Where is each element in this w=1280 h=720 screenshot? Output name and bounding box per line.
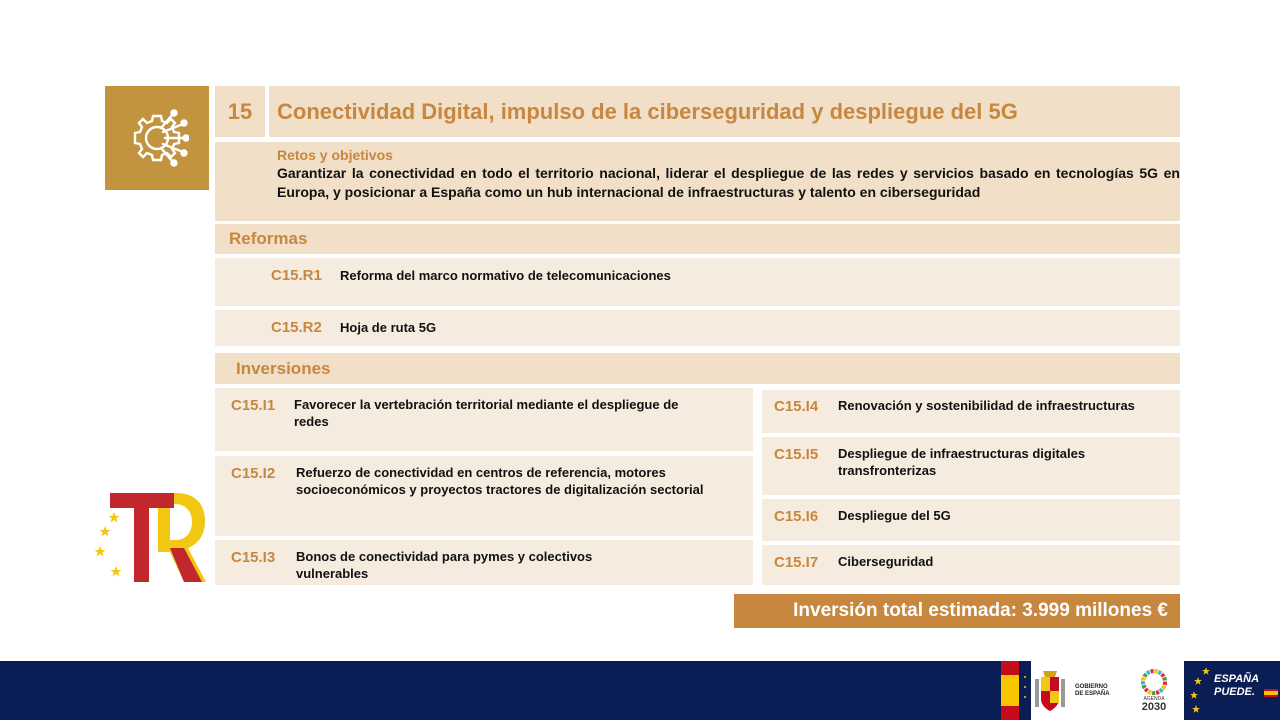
reformas-heading: Reformas (215, 224, 1180, 254)
inversion-code: C15.I1 (231, 397, 276, 414)
retos-heading: Retos y objetivos (277, 147, 393, 163)
recovery-plan-logo (88, 488, 208, 586)
reforma-row (215, 310, 1180, 346)
agenda-2030-logo (1124, 661, 1184, 720)
retos-text: Garantizar la conectividad en todo el territorio nacional, liderar el despliegue de las redes y servicios basado en tecnologías 5G en Europa, y posicionar a España como un hub internacional de infraestructuras y talento en ciberseguridad (277, 165, 1180, 200)
inversion-row (215, 388, 753, 451)
reforma-text: Reforma del marco normativo de telecomunicaciones (340, 268, 671, 283)
gobierno-logo (1001, 661, 1124, 720)
inversion-text: Favorecer la vertebración territorial mediante el despliegue de redes (294, 397, 679, 429)
coat-of-arms-icon (1031, 669, 1069, 713)
reforma-text: Hoja de ruta 5G (340, 320, 437, 335)
inversiones-heading: Inversiones (215, 353, 1180, 384)
eu-stars-icon (95, 512, 122, 576)
gobierno-text: GOBIERNO DE ESPAÑA (1075, 683, 1110, 697)
inversion-code: C15.I4 (774, 398, 819, 415)
circuit-gear-icon (125, 106, 189, 170)
espana-puede-logo (1184, 661, 1280, 720)
espana-puede-text: ESPAÑA PUEDE. (1214, 673, 1260, 698)
inversion-code: C15.I5 (774, 446, 819, 463)
reforma-row (215, 258, 1180, 306)
component-number: 15 (215, 86, 265, 137)
spain-flag-icon (1001, 661, 1031, 720)
inversion-row (762, 499, 1180, 541)
sdg-wheel-icon (1141, 669, 1167, 695)
inversion-text: Renovación y sostenibilidad de infraestructuras (838, 398, 1135, 413)
agenda-label: AGENDA (1143, 695, 1165, 702)
component-icon-box (105, 86, 209, 190)
inversion-text: Despliegue del 5G (838, 508, 951, 523)
inversion-code: C15.I7 (774, 554, 819, 571)
inversion-text: Refuerzo de conectividad en centros de referencia, motores socioeconómicos y proyectos tractores de digitalización sectorial (296, 465, 704, 497)
inversion-text: Despliegue de infraestructuras digitales transfronterizas (838, 446, 1086, 478)
reforma-code: C15.R2 (271, 319, 322, 336)
agenda-year: 2030 (1141, 700, 1167, 713)
inversion-code: C15.I3 (231, 549, 276, 566)
total-investment: Inversión total estimada: 3.999 millones € (734, 594, 1180, 628)
inversion-code: C15.I2 (231, 465, 276, 482)
component-title: Conectividad Digital, impulso de la ciberseguridad y despliegue del 5G (269, 86, 1180, 137)
inversion-row (762, 545, 1180, 585)
eu-stars-icon (1186, 663, 1214, 718)
inversion-text: Bonos de conectividad para pymes y colectivos vulnerables (296, 549, 593, 581)
inversion-text: Ciberseguridad (838, 554, 934, 569)
inversion-row (762, 390, 1180, 433)
inversion-row (762, 437, 1180, 495)
retos-section (215, 142, 1180, 221)
spain-flag-icon (1264, 689, 1278, 697)
inversion-row (215, 540, 753, 585)
inversion-row (215, 456, 753, 536)
reforma-code: C15.R1 (271, 267, 322, 284)
inversion-code: C15.I6 (774, 508, 819, 525)
